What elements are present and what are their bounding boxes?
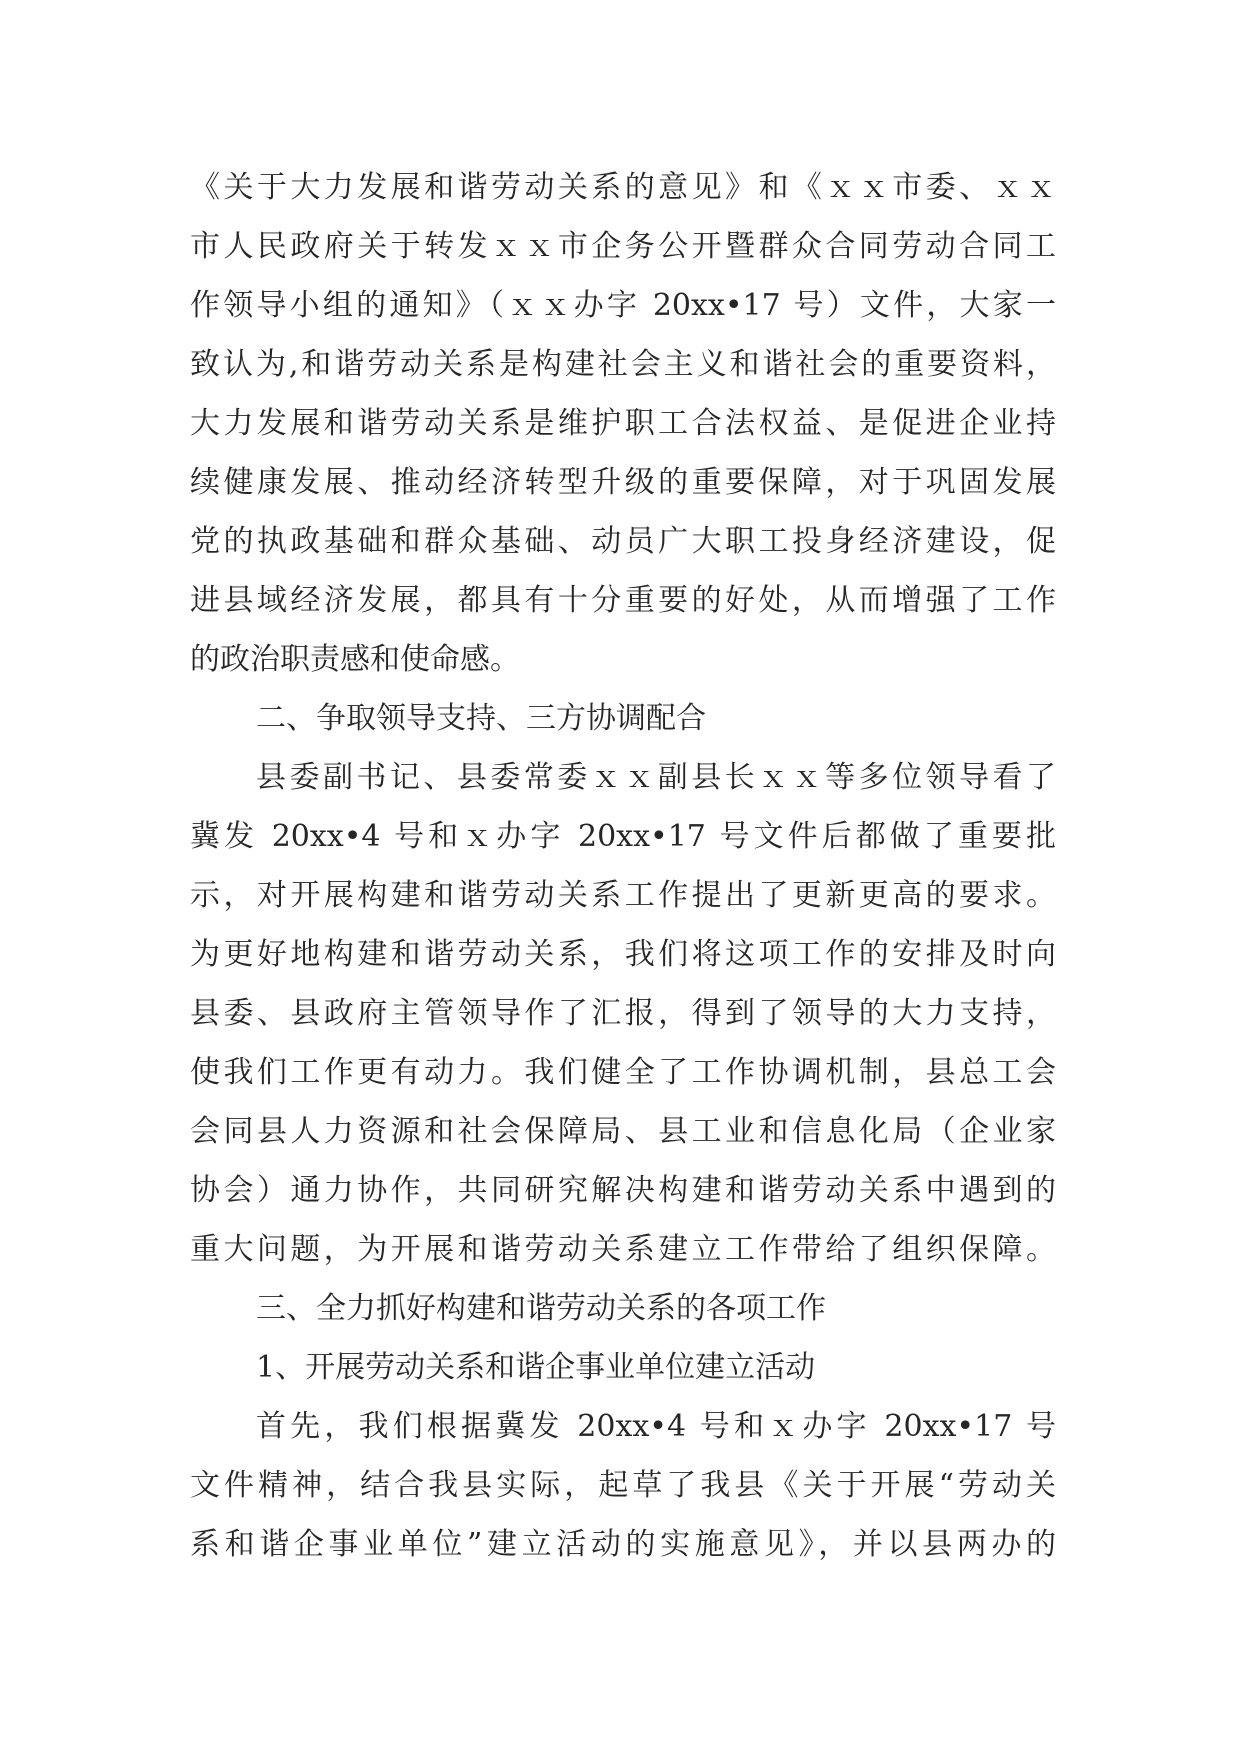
text-line: 冀发 20xx•4 号和ｘ办字 20xx•17 号文件后都做了重要批: [190, 819, 1056, 854]
text-line: 县委、县政府主管领导作了汇报，得到了领导的大力支持，: [190, 996, 1056, 1031]
text-line: 首先，我们根据冀发 20xx•4 号和ｘ办字 20xx•17 号: [256, 1409, 1056, 1444]
text-line: 重大问题，为开展和谐劳动关系建立工作带给了组织保障。: [190, 1232, 1056, 1267]
subsection-heading: 1、开展劳动关系和谐企事业单位建立活动: [256, 1350, 816, 1385]
text-line: 示，对开展构建和谐劳动关系工作提出了更新更高的要求。: [190, 878, 1056, 913]
body-text: [190, 158, 1056, 1574]
section-heading: 三、全力抓好构建和谐劳动关系的各项工作: [256, 1291, 826, 1326]
section-heading: 二、争取领导支持、三方协调配合: [256, 701, 706, 736]
text-line: 党的执政基础和群众基础、动员广大职工投身经济建设，促: [190, 524, 1056, 559]
text-line: 会同县人力资源和社会保障局、县工业和信息化局（企业家: [190, 1114, 1056, 1149]
text-line: 大力发展和谐劳动关系是维护职工合法权益、是促进企业持: [190, 406, 1056, 441]
text-line: 使我们工作更有动力。我们健全了工作协调机制，县总工会: [190, 1055, 1056, 1090]
text-line: 为更好地构建和谐劳动关系，我们将这项工作的安排及时向: [190, 937, 1056, 972]
text-line: 作领导小组的通知》（ｘｘ办字 20xx•17 号）文件，大家一: [190, 288, 1056, 323]
text-line: 续健康发展、推动经济转型升级的重要保障，对于巩固发展: [190, 465, 1056, 500]
text-line: 文件精神，结合我县实际，起草了我县《关于开展“劳动关: [190, 1468, 1056, 1503]
text-line: 《关于大力发展和谐劳动关系的意见》和《ｘｘ市委、ｘｘ: [190, 170, 1056, 205]
text-line: 系和谐企事业单位”建立活动的实施意见》，并以县两办的: [190, 1527, 1056, 1562]
text-line: 进县域经济发展，都具有十分重要的好处，从而增强了工作: [190, 583, 1056, 618]
text-line: 县委副书记、县委常委ｘｘ副县长ｘｘ等多位领导看了: [256, 760, 1056, 795]
text-line: 的政治职责感和使命感。: [190, 642, 520, 677]
text-line: 致认为,和谐劳动关系是构建社会主义和谐社会的重要资料，: [190, 347, 1056, 382]
text-line: 协会）通力协作，共同研究解决构建和谐劳动关系中遇到的: [190, 1173, 1056, 1208]
text-line: 市人民政府关于转发ｘｘ市企务公开暨群众合同劳动合同工: [190, 229, 1056, 264]
